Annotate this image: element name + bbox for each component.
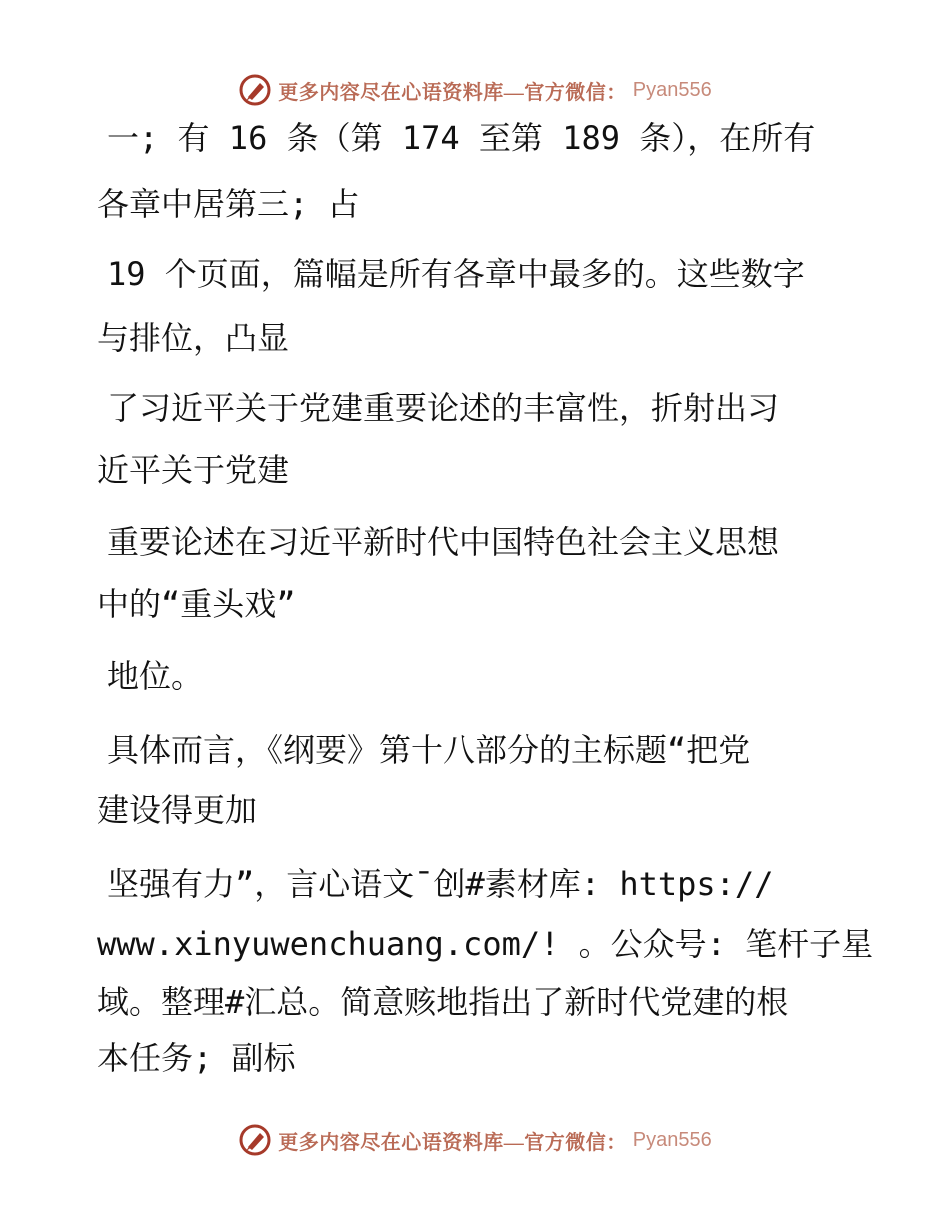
banner-wechat-id: Pyan556 <box>632 78 712 101</box>
text-line: 近平关于党建 <box>97 451 290 489</box>
text-line: 地位。 <box>107 657 204 695</box>
text-line: 具体而言，《纲要》第十八部分的主标题“把党 <box>107 731 751 769</box>
text-line: 了习近平关于党建重要论述的丰富性，折射出习 <box>107 389 780 427</box>
text-line: www.xinyuwenchuang.com/! 。公众号: 笔杆子星 <box>97 925 874 963</box>
banner-text: 更多内容尽在心语资料库—官方微信： <box>278 81 627 104</box>
text-line: 坚强有力”，言心语文¯创#素材库: https:// <box>107 865 774 903</box>
banner-wechat-id: Pyan556 <box>632 1128 712 1151</box>
pen-nib-logo-icon <box>238 73 272 107</box>
banner-text: 更多内容尽在心语资料库—官方微信： <box>278 1131 627 1154</box>
text-line: 与排位，凸显 <box>97 319 290 357</box>
text-line: 建设得更加 <box>97 791 258 829</box>
header-banner <box>0 70 950 110</box>
text-line: 域。整理#汇总。简意赅地指出了新时代党建的根 <box>97 983 789 1021</box>
footer-banner <box>0 1120 950 1160</box>
text-line: 19 个页面，篇幅是所有各章中最多的。这些数字 <box>107 255 805 293</box>
text-line: 中的“重头戏” <box>97 585 296 623</box>
pen-nib-logo-icon <box>238 1123 272 1157</box>
text-line: 各章中居第三; 占 <box>97 185 360 223</box>
text-line: 本任务; 副标 <box>97 1039 296 1077</box>
text-line: 一; 有 16 条（第 174 至第 189 条），在所有 <box>107 119 816 157</box>
text-line: 重要论述在习近平新时代中国特色社会主义思想 <box>107 523 780 561</box>
